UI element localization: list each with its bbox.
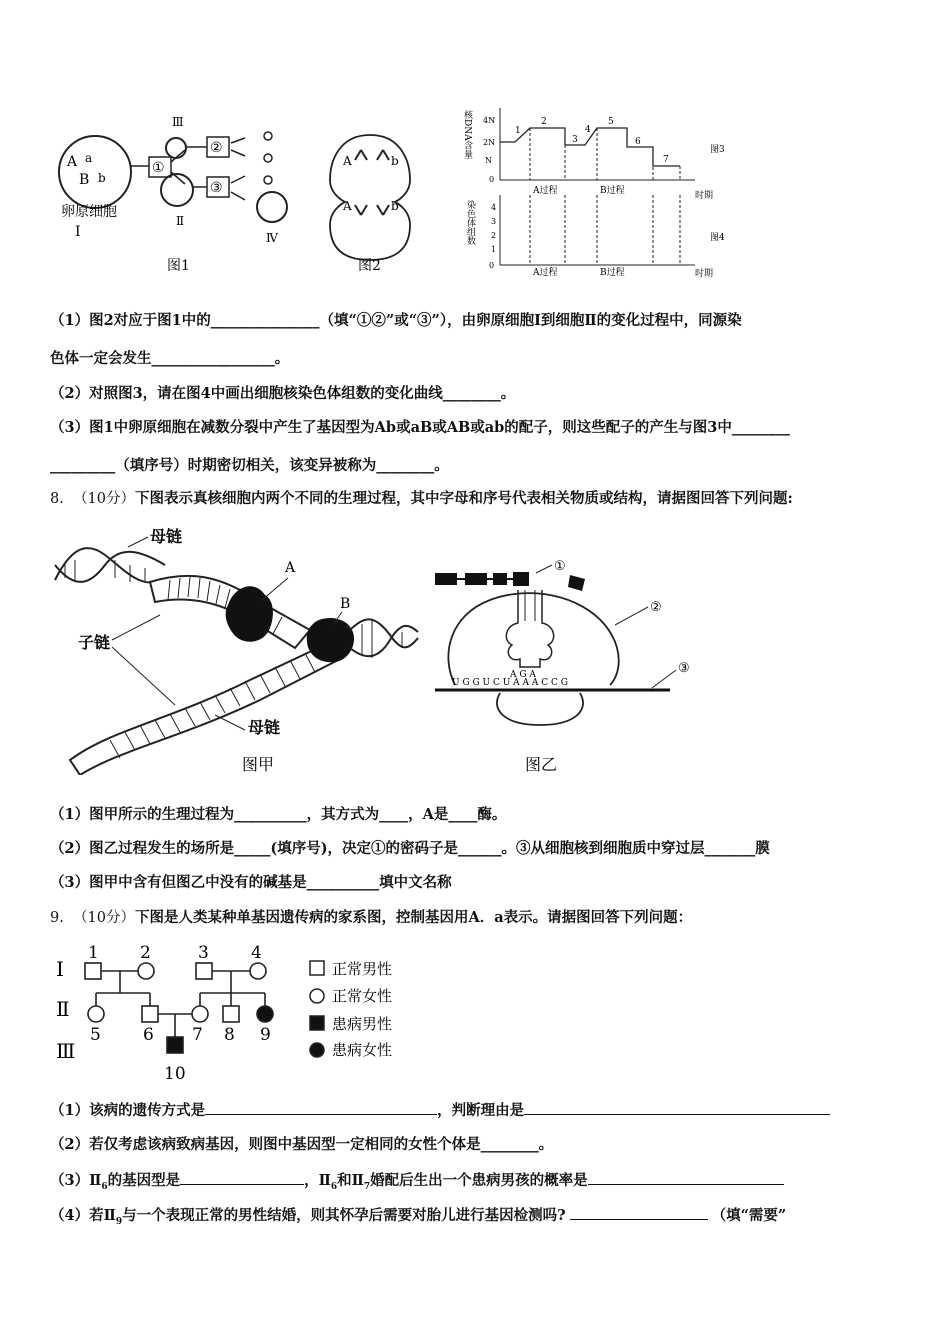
fig3-seg-6: 6 xyxy=(635,137,641,147)
gene-A: A xyxy=(67,154,78,170)
yi-mark-2: ② xyxy=(650,600,662,615)
q8-number: 8. xyxy=(50,491,64,507)
fig3-seg-4: 4 xyxy=(585,125,591,135)
q9-score: （10分） xyxy=(73,910,136,926)
ind-2: 2 xyxy=(140,943,151,963)
step-1: ① xyxy=(152,160,165,176)
q8-stem-text: 下图表示真核细胞内两个不同的生理过程，其中字母和序号代表相关物质或结构，请据图回答下列问题: xyxy=(135,490,793,507)
fig4-xlabel: 时期 xyxy=(695,269,714,279)
fig3-seg-2: 2 xyxy=(541,117,547,127)
jia-mother-chain-bottom: 母链 xyxy=(248,718,281,737)
fig4-caption: 图4 xyxy=(710,233,725,243)
gen-I: Ⅰ xyxy=(56,957,64,981)
legend-affected-female: 患病女性 xyxy=(332,1041,393,1059)
q9-sub-4-b: 9 xyxy=(115,1216,123,1227)
jia-mother-chain-top: 母链 xyxy=(150,527,183,546)
fig3-ytick-4N: 4N xyxy=(483,116,496,125)
q8-sub-2: （2）图乙过程发生的场所是_____(填序号)，决定①的密码子是______。③从细胞核到细胞质中穿过层_______膜 xyxy=(50,840,770,857)
figure-1-caption: 图1 xyxy=(167,258,190,274)
q9-sub-4-c: 与一个表现正常的男性结婚，则其怀孕后需要对胎儿进行基因检测吗? xyxy=(122,1207,566,1224)
fig3-seg-1: 1 xyxy=(515,126,521,136)
figure-jia-dna-replication xyxy=(50,520,420,775)
q9-sub-3-b: 6 xyxy=(101,1181,108,1192)
fig4-ytick-0: 0 xyxy=(489,261,495,270)
q7-line-1: （1）图2对应于图1中的_______________（填“①②”或“③”），由卵原细胞Ⅰ到细胞Ⅱ的变化过程中，同源染 xyxy=(50,312,742,329)
legend-normal-female: 正常女性 xyxy=(332,987,393,1005)
oogonium-label: 卵原细胞 xyxy=(61,204,117,220)
cell-II-label: Ⅱ xyxy=(176,214,185,228)
fig4-ytick-3: 3 xyxy=(491,217,497,226)
ind-9: 9 xyxy=(260,1025,271,1045)
q7-line-2: 色体一定会发生_________________。 xyxy=(50,350,290,367)
q9-sub-3-a: （3）Ⅱ xyxy=(50,1172,102,1189)
gen-II: Ⅱ xyxy=(56,997,70,1021)
figure-1-meiosis xyxy=(55,110,315,285)
yi-anticodon: A G A xyxy=(510,670,536,680)
gene-b: b xyxy=(98,171,106,185)
q9-sub-1 xyxy=(50,1100,830,1121)
q7-line-5: _________（填序号）时期密切相关，该变异被称为________。 xyxy=(50,457,449,474)
fig2-gene-b-top: b xyxy=(391,154,399,168)
q7-line-4: （3）图1中卵原细胞在减数分裂中产生了基因型为Ab或aB或AB或ab的配子，则这些配子的产生与图3中________ xyxy=(50,419,790,436)
gene-a: a xyxy=(85,151,93,165)
ind-5: 5 xyxy=(90,1025,101,1045)
figure-jia-caption: 图甲 xyxy=(242,755,275,774)
figure-yi-caption: 图乙 xyxy=(525,755,558,774)
q8-sub-3: （3）图甲中含有但图乙中没有的碱基是__________填中文名称 xyxy=(50,874,452,891)
fig3-seg-3: 3 xyxy=(572,135,578,145)
q9-stem xyxy=(50,908,692,928)
q8-stem xyxy=(50,489,793,509)
fig3-seg-7: 7 xyxy=(663,155,669,165)
q9-sub-3-e: 6 xyxy=(330,1181,338,1192)
q8-score: （10分） xyxy=(73,491,136,507)
figure-yi-translation xyxy=(430,545,710,775)
ind-1: 1 xyxy=(88,943,99,963)
q9-number: 9. xyxy=(50,910,64,926)
fig3-ytick-0: 0 xyxy=(489,175,495,184)
q9-sub-3-g: 7 xyxy=(363,1181,371,1192)
oogonium-numeral: Ⅰ xyxy=(75,224,81,240)
cell-IV-label: Ⅳ xyxy=(266,231,278,245)
fig3-caption: 图3 xyxy=(710,145,725,155)
jia-label-a: A xyxy=(285,560,296,576)
fig3-ylabel: 核DNA含量 xyxy=(462,110,472,159)
q9-stem-text: 下图是人类某种单基因遗传病的家系图，控制基因用A．a表示。请据图回答下列问题： xyxy=(135,909,693,926)
fig3-process-b: B过程 xyxy=(600,186,625,196)
gen-III: Ⅲ xyxy=(56,1039,76,1063)
fig3-ytick-N: N xyxy=(485,156,492,165)
q9-sub-3-d: ，Ⅱ xyxy=(304,1172,331,1189)
legend-affected-male: 患病男性 xyxy=(332,1015,393,1033)
yi-mark-3: ③ xyxy=(678,661,690,676)
q9-sub-3-h: 婚配后生出一个患病男孩的概率是 xyxy=(370,1172,588,1189)
jia-label-b: B xyxy=(340,596,351,612)
fig2-gene-b-bottom: b xyxy=(391,199,399,213)
fig4-process-a: A过程 xyxy=(533,268,558,278)
jia-daughter-chain: 子链 xyxy=(78,633,111,652)
q9-sub-3-f: 和Ⅱ xyxy=(337,1172,364,1189)
yi-mrna-sequence: U G G U C U A A A C C G xyxy=(452,678,568,688)
gene-B: B xyxy=(79,172,90,188)
q9-sub-3 xyxy=(50,1170,784,1197)
ind-7: 7 xyxy=(192,1025,203,1045)
q9-sub-4-a: （4）若Ⅱ xyxy=(50,1207,116,1224)
fig2-gene-A-bottom: A xyxy=(343,199,352,213)
enzyme-b-shape xyxy=(307,618,354,662)
fig4-ytick-4: 4 xyxy=(491,203,497,212)
figure-3-4-charts xyxy=(455,100,755,285)
ind-4: 4 xyxy=(251,943,262,963)
q9-sub-4-d: （填“需要” xyxy=(711,1207,787,1224)
legend-normal-male: 正常男性 xyxy=(332,960,393,978)
q9-sub-4 xyxy=(50,1205,786,1232)
fig4-ylabel: 染色体组数 xyxy=(465,200,475,245)
step-3: ③ xyxy=(210,180,223,196)
step-2: ② xyxy=(210,140,223,156)
ind-3: 3 xyxy=(198,943,209,963)
figure-2-caption: 图2 xyxy=(358,258,381,274)
ind-8: 8 xyxy=(224,1025,235,1045)
fig2-gene-A-top: A xyxy=(343,154,352,168)
q7-line-3: （2）对照图3，请在图4中画出细胞核染色体组数的变化曲线________。 xyxy=(50,385,516,402)
fig4-ytick-2: 2 xyxy=(491,231,497,240)
fig3-xlabel: 时期 xyxy=(695,191,714,201)
q8-sub-1: （1）图甲所示的生理过程为__________，其方式为____，A是____酶。 xyxy=(50,806,507,823)
q9-sub-1-part-b: ，判断理由是 xyxy=(437,1102,525,1119)
yi-mark-1: ① xyxy=(554,559,566,574)
fig3-ytick-2N: 2N xyxy=(483,138,496,147)
fig4-ytick-1: 1 xyxy=(491,245,497,254)
q9-sub-2: （2）若仅考虑该病致病基因，则图中基因型一定相同的女性个体是________。 xyxy=(50,1136,554,1153)
q9-sub-3-c: 的基因型是 xyxy=(107,1172,181,1189)
ind-10: 10 xyxy=(164,1064,186,1084)
figure-2-cell xyxy=(325,125,415,280)
fig3-process-a: A过程 xyxy=(533,186,558,196)
cell-III-label: Ⅲ xyxy=(172,115,184,129)
q9-sub-1-part-a: （1）该病的遗传方式是 xyxy=(50,1102,206,1119)
pedigree-chart xyxy=(50,938,430,1086)
fig4-process-b: B过程 xyxy=(600,268,625,278)
ind-6: 6 xyxy=(143,1025,154,1045)
fig3-seg-5: 5 xyxy=(608,117,614,127)
